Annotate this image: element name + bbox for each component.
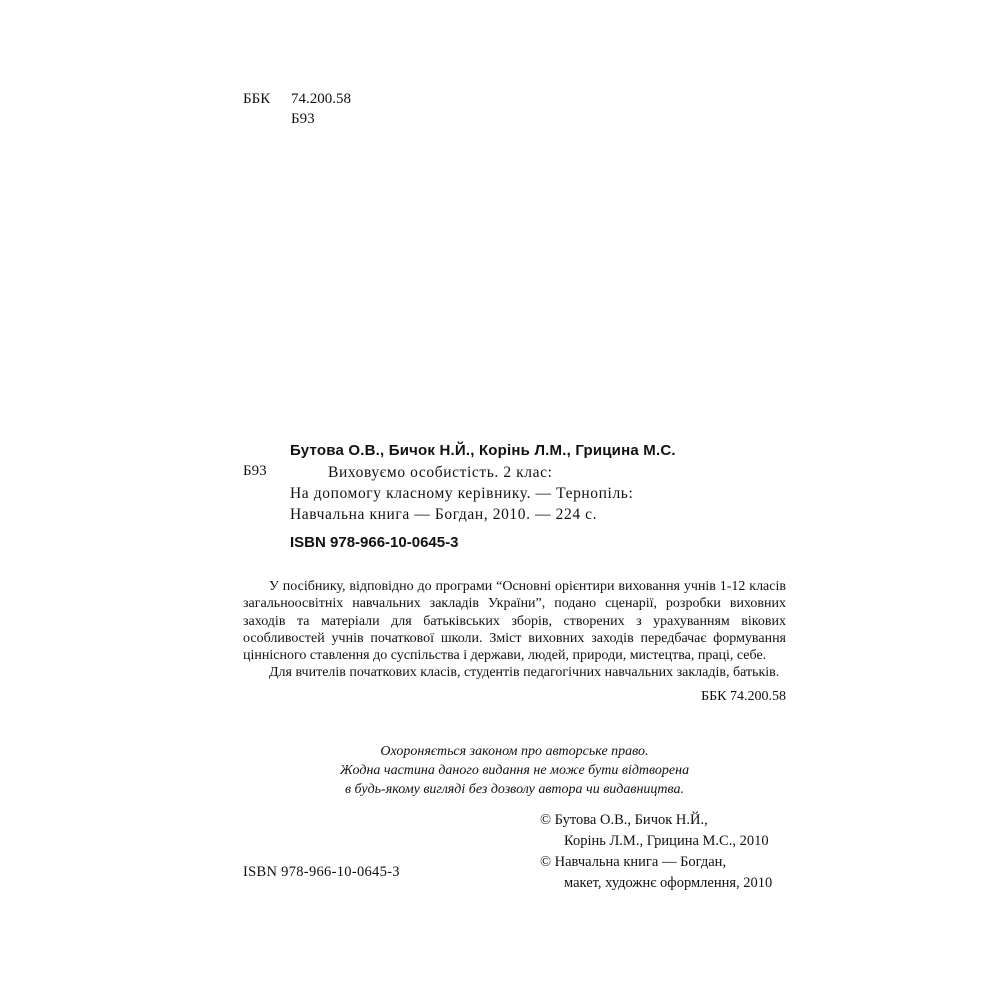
- abstract-block: [243, 578, 786, 705]
- copyright-authors: © Бутова О.В., Бичок Н.Й.,: [540, 812, 708, 828]
- isbn-bottom: ISBN 978-966-10-0645-3: [243, 864, 400, 880]
- copyright-holders: [540, 810, 772, 894]
- notice-line: Жодна частина даного видання не може бути відтворена: [339, 763, 690, 778]
- bbk-author-index: Б93: [291, 111, 315, 127]
- notice-line: Охороняється законом про авторське право.: [380, 744, 649, 759]
- catalog-index: Б93: [243, 463, 267, 479]
- copyright-layout: макет, художнє оформлення, 2010: [564, 875, 773, 891]
- copyright-publisher: © Навчальна книга — Богдан,: [540, 854, 727, 870]
- catalog-title-line: Виховуємо особистість. 2 клас:: [328, 464, 553, 481]
- notice-line: в будь-якому вигляді без дозволу автора чи видавництва.: [344, 782, 684, 797]
- copyright-notice: [243, 742, 786, 799]
- catalog-isbn: ISBN 978-966-10-0645-3: [290, 534, 459, 551]
- catalog-publisher-line: Навчальна книга — Богдан, 2010. — 224 с.: [290, 506, 598, 523]
- bbk-code: 74.200.58: [291, 91, 351, 107]
- bbk-block: [243, 89, 351, 129]
- catalog-subtitle-line: На допомогу класному керівнику. — Тернопіль:: [290, 485, 634, 502]
- copyright-authors-cont: Корінь Л.М., Грицина М.С., 2010: [564, 833, 769, 849]
- catalog-authors: Бутова О.В., Бичок Н.Й., Корінь Л.М., Грицина М.С.: [290, 442, 676, 459]
- catalog-entry: [290, 440, 730, 554]
- abstract-paragraph: У посібнику, відповідно до програми “Основні орієнтири виховання учнів 1-12 класів загальноосвітніх навчальних закладів України”, подано сценарії, розробки виховних заходів та матеріали для батьківських зборів, створених з урахуванням вікових особливостей учнів початкової школи. Зміст виховних заходів передбачає формування ціннісного ставлення до суспільства і держави, людей, природи, мистецтва, праці, себе.: [243, 579, 786, 664]
- abstract-bbk: ББК 74.200.58: [701, 688, 786, 704]
- audience-paragraph: Для вчителів початкових класів, студентів педагогічних навчальних закладів, батьків.: [269, 665, 780, 681]
- bbk-label: ББК: [243, 91, 271, 107]
